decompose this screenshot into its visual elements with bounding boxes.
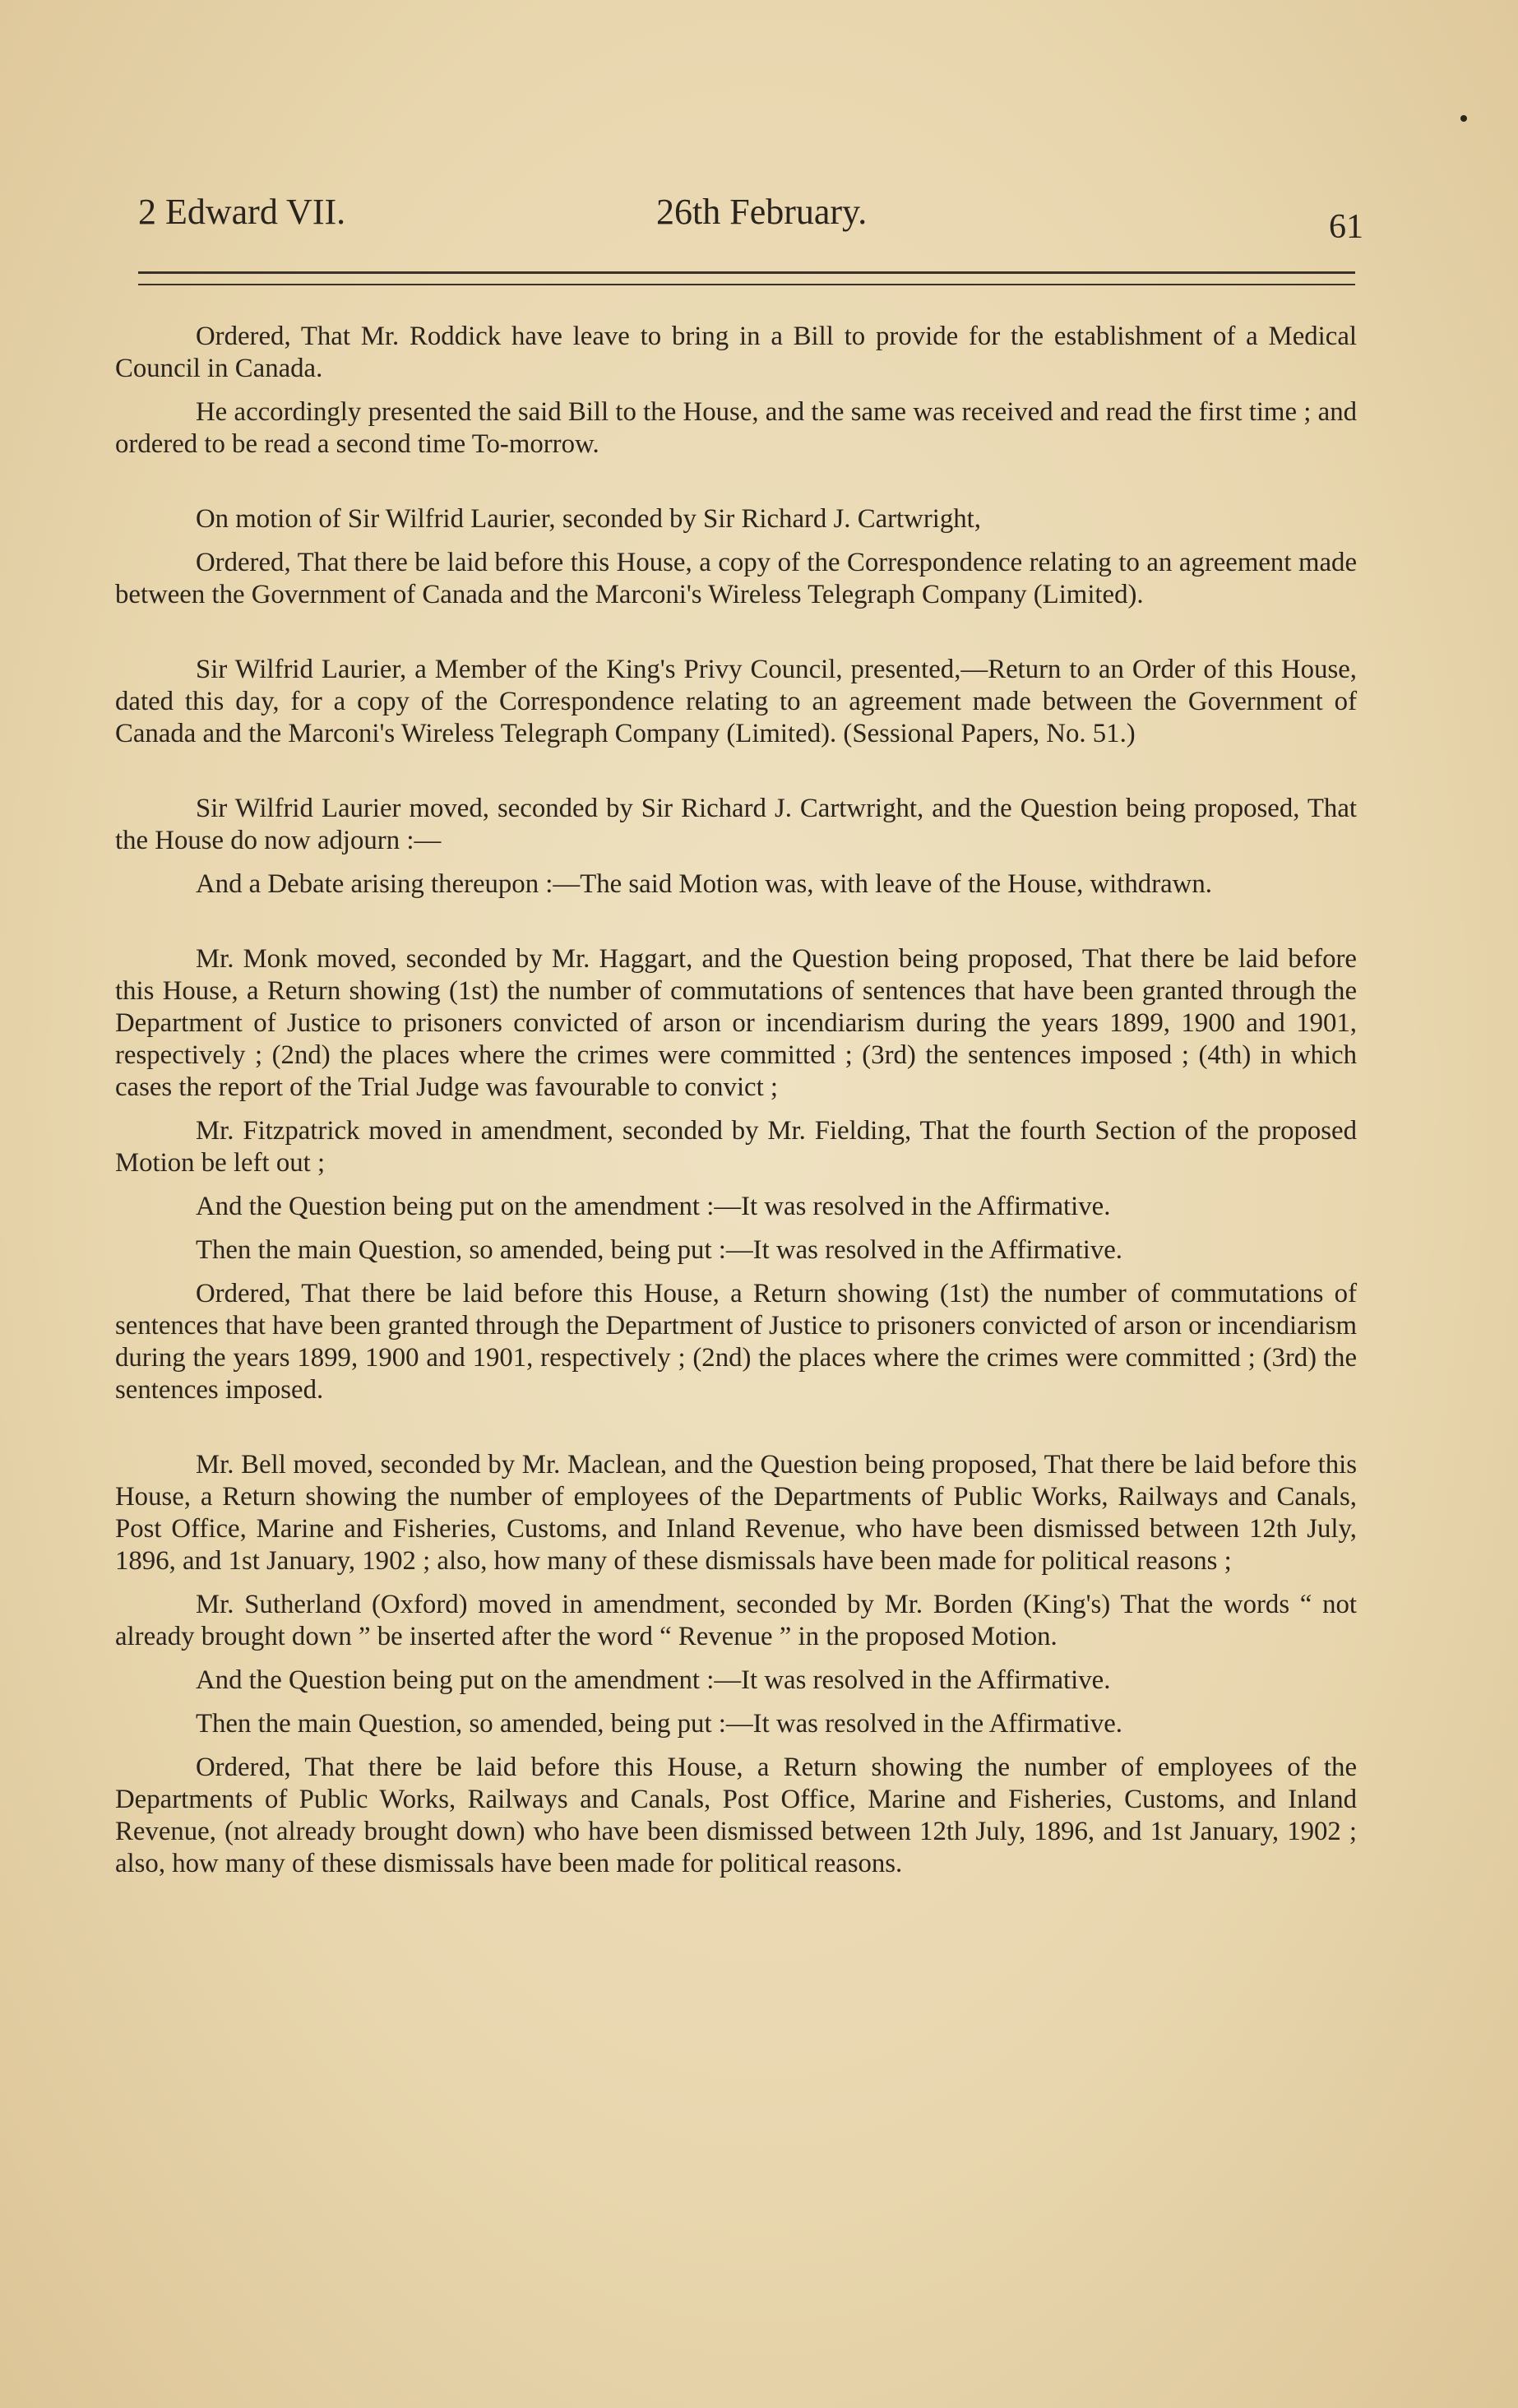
paragraph-roddick-bill: Ordered, That Mr. Roddick have leave to bring in a Bill to provide for the establishment of a Medical Council in Canada. xyxy=(115,322,1357,383)
paragraph-motion-withdrawn: And a Debate arising thereupon :—The said Motion was, with leave of the House, withdrawn. xyxy=(196,869,1212,899)
paragraph-bill-presented: He accordingly presented the said Bill to the House, and the same was received and read the first time ; and ordered to be read a second time To-morrow. xyxy=(115,397,1357,459)
paragraph-marconi-return: Sir Wilfrid Laurier, a Member of the King's Privy Council, presented,—Return to an Order of this House, dated this day, for a copy of the Correspondence relating to an agreement made between the Government of Canada and the Marconi's Wireless Telegraph Company (Limited). (Sessional Papers, No. 51.) xyxy=(115,655,1357,748)
paragraph-adjourn-motion: Sir Wilfrid Laurier moved, seconded by Sir Richard J. Cartwright, and the Question being proposed, That the House do now adjourn :— xyxy=(115,794,1357,855)
running-header xyxy=(138,191,1363,248)
ink-speck xyxy=(1460,115,1467,122)
paragraph-bell-motion: Mr. Bell moved, seconded by Mr. Maclean, and the Question being proposed, That there be laid before this House, a Return showing the number of employees of the Departments of Public Works, Railways and Canals, Post Office, Marine and Fisheries, Customs, and Inland Revenue, who have been dismissed between 12th July, 1896, and 1st January, 1902 ; also, how many of these dismissals have been made for political reasons ; xyxy=(115,1450,1357,1576)
paragraph-main-question-resolved-2: Then the main Question, so amended, being put :—It was resolved in the Affirmative. xyxy=(196,1709,1122,1739)
header-date: 26th February. xyxy=(656,192,868,232)
paragraph-sutherland-amendment: Mr. Sutherland (Oxford) moved in amendment, seconded by Mr. Borden (King's) That the words “ not already brought down ” be inserted after the word “ Revenue ” in the proposed Motion. xyxy=(115,1590,1357,1651)
journal-body xyxy=(115,321,1357,1892)
paragraph-marconi-order: Ordered, That there be laid before this House, a copy of the Correspondence relating to an agreement made between the Government of Canada and the Marconi's Wireless Telegraph Company (Limited). xyxy=(115,548,1357,609)
paragraph-amendment-resolved-2: And the Question being put on the amendment :—It was resolved in the Affirmative. xyxy=(196,1665,1111,1695)
paragraph-laurier-motion: On motion of Sir Wilfrid Laurier, seconded by Sir Richard J. Cartwright, xyxy=(196,504,981,534)
paragraph-dismissals-order: Ordered, That there be laid before this House, a Return showing the number of employees of the Departments of Public Works, Railways and Canals, Post Office, Marine and Fisheries, Customs, and Inland Revenue, (not already brought down) who have been dismissed between 12th July, 1896, and 1st January, 1902 ; also, how many of these dismissals have been made for political reasons. xyxy=(115,1753,1357,1878)
page-number: 61 xyxy=(1329,208,1363,246)
regnal-year: 2 Edward VII. xyxy=(138,192,346,232)
paragraph-amendment-resolved: And the Question being put on the amendment :—It was resolved in the Affirmative. xyxy=(196,1192,1111,1221)
paragraph-commutations-order: Ordered, That there be laid before this House, a Return showing (1st) the number of commutations of sentences that have been granted through the Department of Justice to prisoners convicted of arson or incendiarism during the years 1899, 1900 and 1901, respectively ; (2nd) the places where the crimes were committed ; (3rd) the sentences imposed. xyxy=(115,1279,1357,1405)
paragraph-monk-motion: Mr. Monk moved, seconded by Mr. Haggart, and the Question being proposed, That there be laid before this House, a Return showing (1st) the number of commutations of sentences that have been granted through the Department of Justice to prisoners convicted of arson or incendiarism during the years 1899, 1900 and 1901, respectively ; (2nd) the places where the crimes were committed ; (3rd) the sentences imposed ; (4th) in which cases the report of the Trial Judge was favourable to convict ; xyxy=(115,944,1357,1102)
paragraph-fitzpatrick-amendment: Mr. Fitzpatrick moved in amendment, seconded by Mr. Fielding, That the fourth Section of the proposed Motion be left out ; xyxy=(115,1116,1357,1178)
paragraph-main-question-resolved: Then the main Question, so amended, being put :—It was resolved in the Affirmative. xyxy=(196,1235,1122,1265)
header-double-rule xyxy=(138,271,1355,285)
